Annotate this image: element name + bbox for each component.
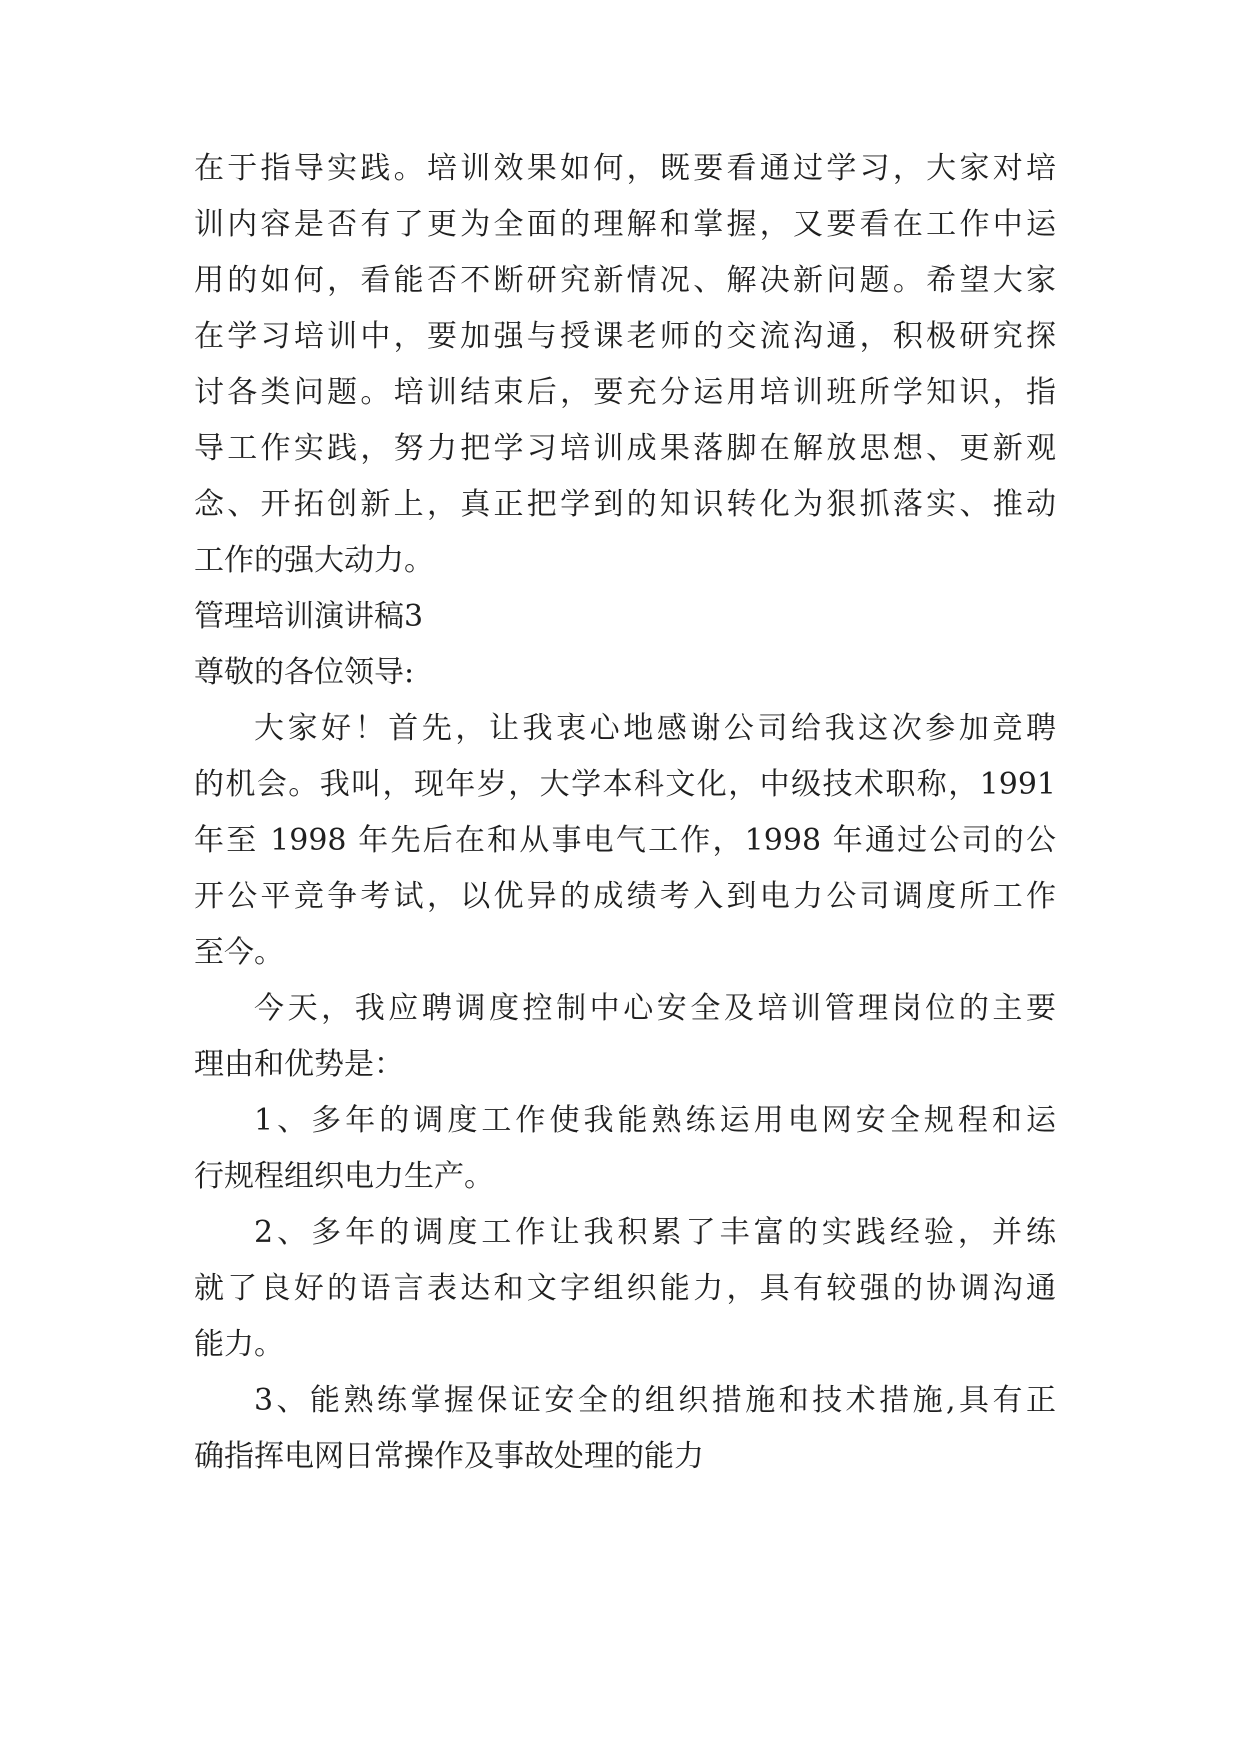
list-item-1: 1、多年的调度工作使我能熟练运用电网安全规程和运 bbox=[254, 1103, 1056, 1138]
text-line: 开公平竞争考试，以优异的成绩考入到电力公司调度所工作 bbox=[194, 879, 1056, 914]
paragraph-start: 今天，我应聘调度控制中心安全及培训管理岗位的主要 bbox=[254, 991, 1056, 1026]
list-item-2: 2、多年的调度工作让我积累了丰富的实践经验，并练 bbox=[254, 1215, 1056, 1250]
text-line: 导工作实践，努力把学习培训成果落脚在解放思想、更新观 bbox=[194, 431, 1056, 466]
text-line: 训内容是否有了更为全面的理解和掌握，又要看在工作中运 bbox=[194, 207, 1056, 242]
text-line: 年至 1998 年先后在和从事电气工作，1998 年通过公司的公 bbox=[194, 823, 1056, 858]
paragraph-start: 大家好！首先，让我衷心地感谢公司给我这次参加竞聘 bbox=[254, 711, 1056, 746]
text-line: 至今。 bbox=[194, 935, 284, 970]
list-item-3: 3、能熟练掌握保证安全的组织措施和技术措施,具有正 bbox=[254, 1383, 1056, 1418]
text-line: 能力。 bbox=[194, 1327, 284, 1362]
text-line: 讨各类问题。培训结束后，要充分运用培训班所学知识，指 bbox=[194, 375, 1056, 410]
text-line: 念、开拓创新上，真正把学到的知识转化为狠抓落实、推动 bbox=[194, 487, 1056, 522]
text-line: 确指挥电网日常操作及事故处理的能力 bbox=[194, 1439, 704, 1474]
section-title: 管理培训演讲稿3 bbox=[194, 599, 424, 634]
text-line: 工作的强大动力。 bbox=[194, 543, 434, 578]
text-line: 行规程组织电力生产。 bbox=[194, 1159, 494, 1194]
text-line: 在于指导实践。培训效果如何，既要看通过学习，大家对培 bbox=[194, 151, 1056, 186]
text-line: 就了良好的语言表达和文字组织能力，具有较强的协调沟通 bbox=[194, 1271, 1056, 1306]
text-line: 理由和优势是： bbox=[194, 1047, 404, 1082]
text-line: 在学习培训中，要加强与授课老师的交流沟通，积极研究探 bbox=[194, 319, 1056, 354]
text-line: 用的如何，看能否不断研究新情况、解决新问题。希望大家 bbox=[194, 263, 1056, 298]
text-line: 的机会。我叫，现年岁，大学本科文化，中级技术职称，1991 bbox=[194, 767, 1056, 802]
salutation: 尊敬的各位领导: bbox=[194, 655, 415, 690]
